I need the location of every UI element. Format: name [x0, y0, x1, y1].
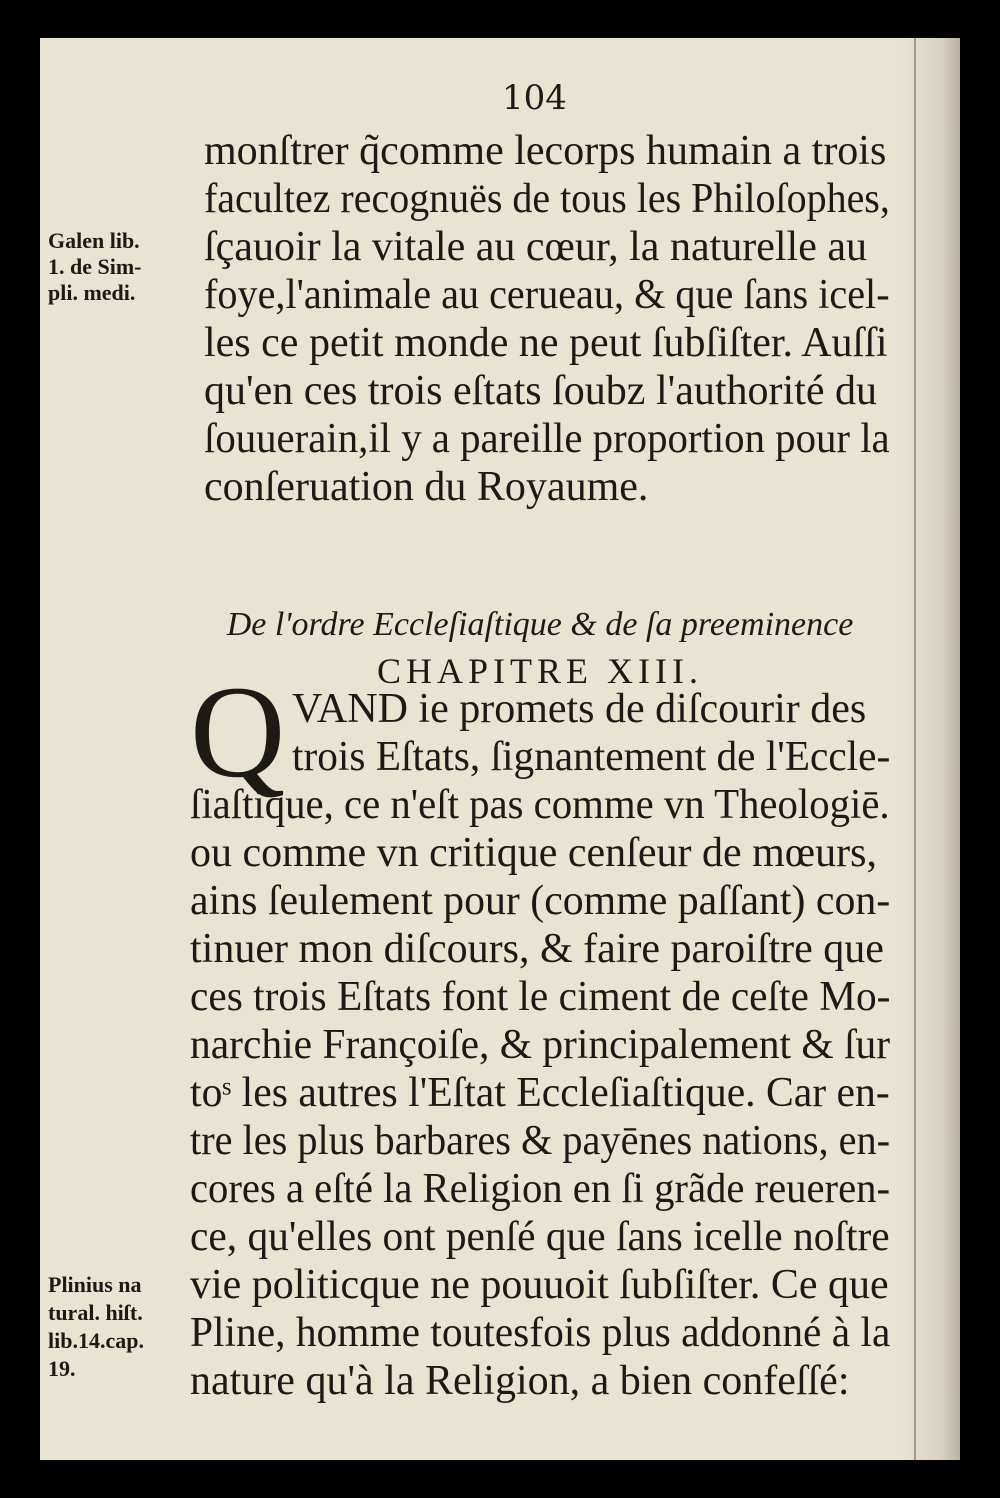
body-line: trois Eſtats, ſignantement de l'Eccle-: [292, 734, 891, 780]
body-line: foye,l'animale au cerueau, & que ſans icel-: [204, 272, 890, 318]
body-line: toˢ les autres l'Eſtat Eccleſiaſtique. Car en-: [190, 1070, 890, 1116]
body-line: ſouuerain,il y a pareille proportion pour la: [204, 416, 890, 462]
drop-cap: Q: [190, 658, 286, 805]
gutter-shadow: [900, 38, 960, 1460]
body-line: VAND ie promets de diſcourir des: [292, 686, 867, 732]
body-line: monſtrer q̃comme lecorps humain a trois: [204, 128, 887, 174]
margin-note-galen-line: pli. medi.: [48, 280, 136, 305]
body-line: qu'en ces trois eſtats ſoubz l'authorité du: [204, 368, 877, 414]
body-line: ou comme vn critique cenſeur de mœurs,: [190, 830, 877, 876]
body-line: ce, qu'elles ont penſé que ſans icelle noſtre: [190, 1214, 890, 1260]
body-line: cores a eſté la Religion en ſi grãde reueren-: [190, 1166, 890, 1212]
body-line: nature qu'à la Religion, a bien confeſſé:: [190, 1358, 850, 1404]
body-line: ſçauoir la vitale au cœur, la naturelle au: [204, 224, 867, 270]
body-line: ains ſeulement pour (comme paſſant) con-: [190, 878, 891, 924]
chapter-title: CHAPITRE XIII.: [377, 651, 703, 691]
page-edge: [914, 38, 916, 1460]
body-line: Pline, homme toutesfois plus addonné à la: [190, 1310, 891, 1356]
book-page: [40, 38, 960, 1460]
margin-note-pliny-line: tural. hiſt.: [48, 1300, 143, 1325]
margin-note-galen-line: Galen lib.: [48, 228, 140, 253]
body-line: narchie Françoiſe, & principalement & ſur: [190, 1022, 891, 1068]
body-line: tinuer mon diſcours, & faire paroiſtre que: [190, 926, 884, 972]
margin-note-pliny-line: Plinius na: [48, 1272, 142, 1297]
body-line: conſeruation du Royaume.: [204, 464, 649, 510]
body-line: tre les plus barbares & payēnes nations, en-: [190, 1118, 891, 1164]
margin-note-galen-line: 1. de Sim-: [48, 254, 142, 279]
body-line: les ce petit monde ne peut ſubſiſter. Auſſi: [204, 320, 888, 366]
margin-note-pliny-line: 19.: [48, 1356, 76, 1381]
margin-note-pliny-line: lib.14.cap.: [48, 1328, 144, 1353]
chapter-heading: De l'ordre Eccleſiaſtique & de ſa preeminence: [226, 606, 854, 643]
body-line: ſiaſtique, ce n'eſt pas comme vn Theologiē.: [190, 782, 890, 828]
body-line: vie politicque ne pouuoit ſubſiſter. Ce que: [190, 1262, 889, 1308]
page-number: 104: [502, 78, 567, 118]
body-line: facultez recognuës de tous les Philoſophes,: [204, 176, 890, 222]
body-line: ces trois Eſtats font le ciment de ceſte Mo-: [190, 974, 891, 1020]
